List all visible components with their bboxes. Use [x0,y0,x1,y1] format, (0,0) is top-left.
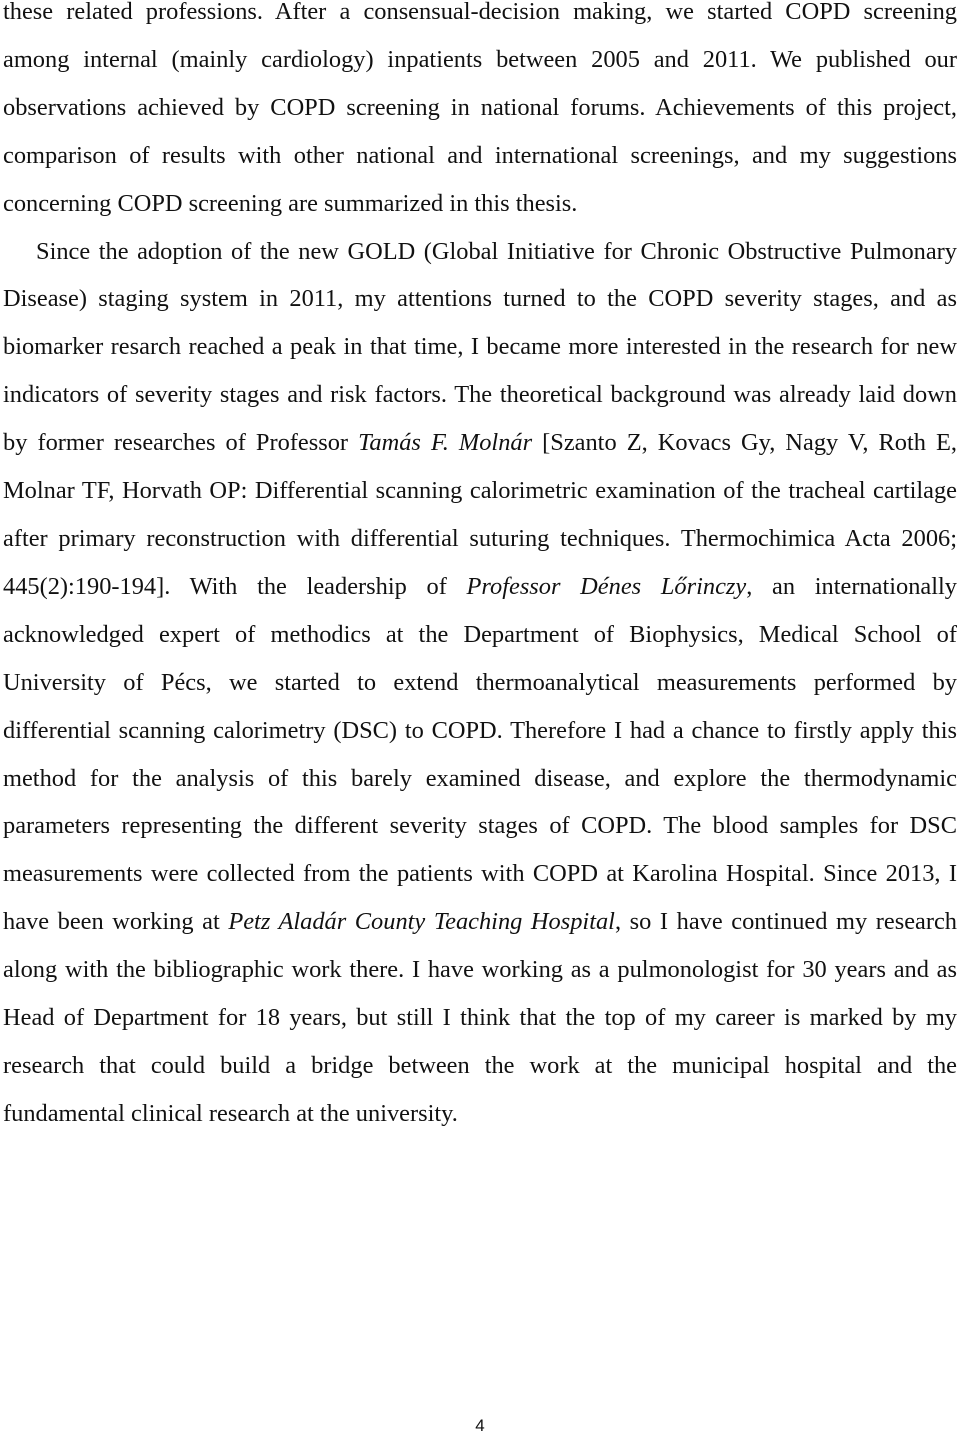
paragraph-2-text-2: [Szanto Z, Kovacs Gy, Nagy V, Roth E, Molnar TF, Horvath OP: Differential scanning calorimetric examination of the tracheal cartilage after primary reconstruction with differential suturing techniques. Thermochimica Acta 2006; 445(2):190-194]. With the leadership of [3,429,957,600]
page-number: 4 [475,1416,485,1435]
hospital-name: Petz Aladár County Teaching Hospital [228,908,615,936]
paragraph-2-text-4: , so I have continued my research along with the bibliographic work there. I have working as a pulmonologist for 30 years and as Head of Department for 18 years, but still I think that the top of my career is marked by my research that could build a bridge between the work at the municipal hospital and the fundamental clinical research at the university. [3,908,957,1127]
professor-name-molnar: Tamás F. Molnár [358,429,533,457]
paragraph-1-text: these related professions. After a consensual-decision making, we started COPD screening among internal (mainly cardiology) inpatients between 2005 and 2011. We published our observations achieved by COPD screening in national forums. Achievements of this project, comparison of results with other national and international screenings, and my suggestions concerning COPD screening are summarized in this thesis. [3,0,957,217]
paragraph-2-text-1: Since the adoption of the new GOLD (Global Initiative for Chronic Obstructive Pulmonary Disease) staging system in 2011, my attentions turned to the COPD severity stages, and as biomarker resarch reached a peak in that time, I became more interested in the research for new indicators of severity stages and risk factors. The theoretical background was already laid down by former researches of Professor [3,237,957,457]
body-text [3,0,957,1138]
paragraph-2 [3,228,957,1138]
paragraph-1 [3,0,957,228]
paragraph-2-text-3: , an internationally acknowledged expert of methodics at the Department of Biophysics, Medical School of University of Pécs, we started to extend thermoanalytical measurements performed by differential scanning calorimetry (DSC) to COPD. Therefore I had a chance to firstly apply this method for the analysis of this barely examined disease, and explore the thermodynamic parameters representing the different severity stages of COPD. The blood samples for DSC measurements were collected from the patients with COPD at Karolina Hospital. Since 2013, I have been working at [3,572,957,936]
professor-name-lorinczy: Professor Dénes Lőrinczy [466,572,747,600]
